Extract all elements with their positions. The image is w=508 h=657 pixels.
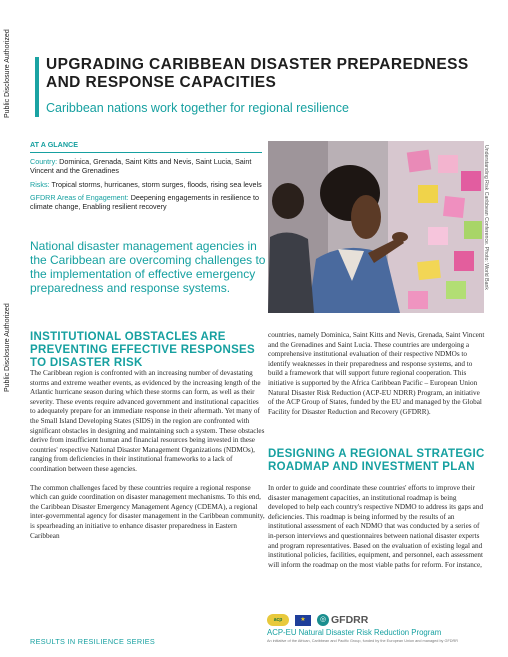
section1-heading: INSTITUTIONAL OBSTACLES ARE PREVENTING EFFECTIVE RESPONSES TO DISASTER RISK [30, 331, 255, 369]
column2-paragraph-2: In order to guide and coordinate these countries' efforts to improve their disaster management capacities, an institutional roadmap is being developed to help each country's respective NDMO to address its gaps and deficiencies. This roadmap is being informed by the results of an institutional assessment of each NDMO that was conducted by a series of in-person interviews and questionnaires between national disaster experts and program representatives. Based on the evaluation of existing legal and institutional policies, facilities, equipment, and personnel, each assessment will inform the roadmap on the most viable paths for reform. For instance, [268, 484, 484, 569]
title-accent-bar [35, 57, 39, 117]
glance-areas-label: GFDRR Areas of Engagement: [30, 192, 129, 202]
program-name: ACP-EU Natural Disaster Risk Reduction Program [267, 628, 442, 637]
glance-risks-value: Tropical storms, hurricanes, storm surges, floods, rising sea levels [51, 179, 262, 189]
eu-flag-icon: ★ [295, 615, 311, 626]
glance-risks [30, 180, 262, 189]
program-fine-print: An initiative of the African, Caribbean and Pacific Group, funded by the European Union and managed by GFDRR [267, 639, 459, 643]
section2-heading: DESIGNING A REGIONAL STRATEGIC ROADMAP AND INVESTMENT PLAN [268, 448, 485, 473]
glance-country [30, 157, 262, 175]
intro-statement: National disaster management agencies in the Caribbean are overcoming challenges to the implementation of effective emergency preparedness and response systems. [30, 239, 266, 295]
gfdrr-globe-icon: ◎ [317, 614, 329, 626]
column2-intro [268, 331, 486, 426]
acp-logo: acp [267, 614, 289, 626]
page-subtitle: Caribbean nations work together for regional resilience [46, 101, 349, 115]
gfdrr-logo-text: GFDRR [331, 614, 369, 626]
conference-photo [268, 141, 484, 313]
glance-areas-value: Deepening engagements in resilience to climate change, Enabling resilient recovery [30, 192, 259, 212]
disclosure-stamp-bottom: Public Disclosure Authorized [4, 303, 11, 392]
disclosure-stamp-top: Public Disclosure Authorized [4, 29, 11, 118]
photo-credit: Understanding Risk Caribbean Conference. Photo: World Bank [483, 145, 489, 290]
glance-risks-label: Risks: [30, 179, 50, 189]
series-label: RESULTS IN RESILIENCE SERIES [30, 637, 156, 646]
at-a-glance-box [30, 140, 262, 211]
glance-country-value: Dominica, Grenada, Saint Kitts and Nevis, Saint Lucia, Saint Vincent and the Grenadines [30, 157, 252, 176]
glance-heading: AT A GLANCE [30, 140, 262, 153]
section1-paragraph-2: The common challenges faced by these countries require a regional response which can guide coordination on disaster management mechanisms. To this end, the Caribbean Disaster Emergency Management Agency (CDEMA), a regional inter-governmental agency for disaster management in the Caribbean community, is spearheading an initiative to enhance disaster preparedness in Eastern Caribbean [30, 483, 265, 540]
column2-paragraph-1: countries, namely Dominica, Saint Kitts and Nevis, Grenada, Saint Vincent and the Grenadines and Saint Lucia. These countries are undergoing a comprehensive institutional evaluation of their respective NDMOs to identify weaknesses in their preparedness and response systems, and to build a framework that will support future regional cooperation. This initiative is supported by the Africa Caribbean Pacific – European Union Natural Disaster Risk Reduction (ACP-EU NDRR) Program, an initiative of the ACP Group of States, funded by the EU and managed by the Global Facility for Disaster Reduction and Recovery (GFDRR). [268, 331, 485, 416]
glance-areas [30, 193, 262, 211]
section2-body [268, 484, 486, 579]
conference-photo-illustration [268, 141, 484, 313]
section1-paragraph-1: The Caribbean region is confronted with an increasing number of devastating storms and extreme weather events, as evidenced by the increasing length of the Atlantic hurricane season during which these storms can form, as well as their severity. These events require advanced government and institutional capacities to adequately prepare for an immediate response in their aftermath. Yet many of the Small Island Developing States (SIDS) in the region are confronted with significant obstacles in designing and maintaining such a system. These obstacles derive from insufficient human and financial resources being invested in these countries' respective National Disaster Management Organizations (NDMOs), ranging from deficiencies in their institutional frameworks to a lack of coordination between these agencies. [30, 369, 265, 473]
section1-body [30, 369, 266, 550]
glance-country-label: Country: [30, 157, 58, 167]
partner-logos [267, 613, 368, 627]
page-title: UPGRADING CARIBBEAN DISASTER PREPAREDNESS AND RESPONSE CAPACITIES [46, 56, 469, 91]
gfdrr-logo [317, 614, 368, 626]
